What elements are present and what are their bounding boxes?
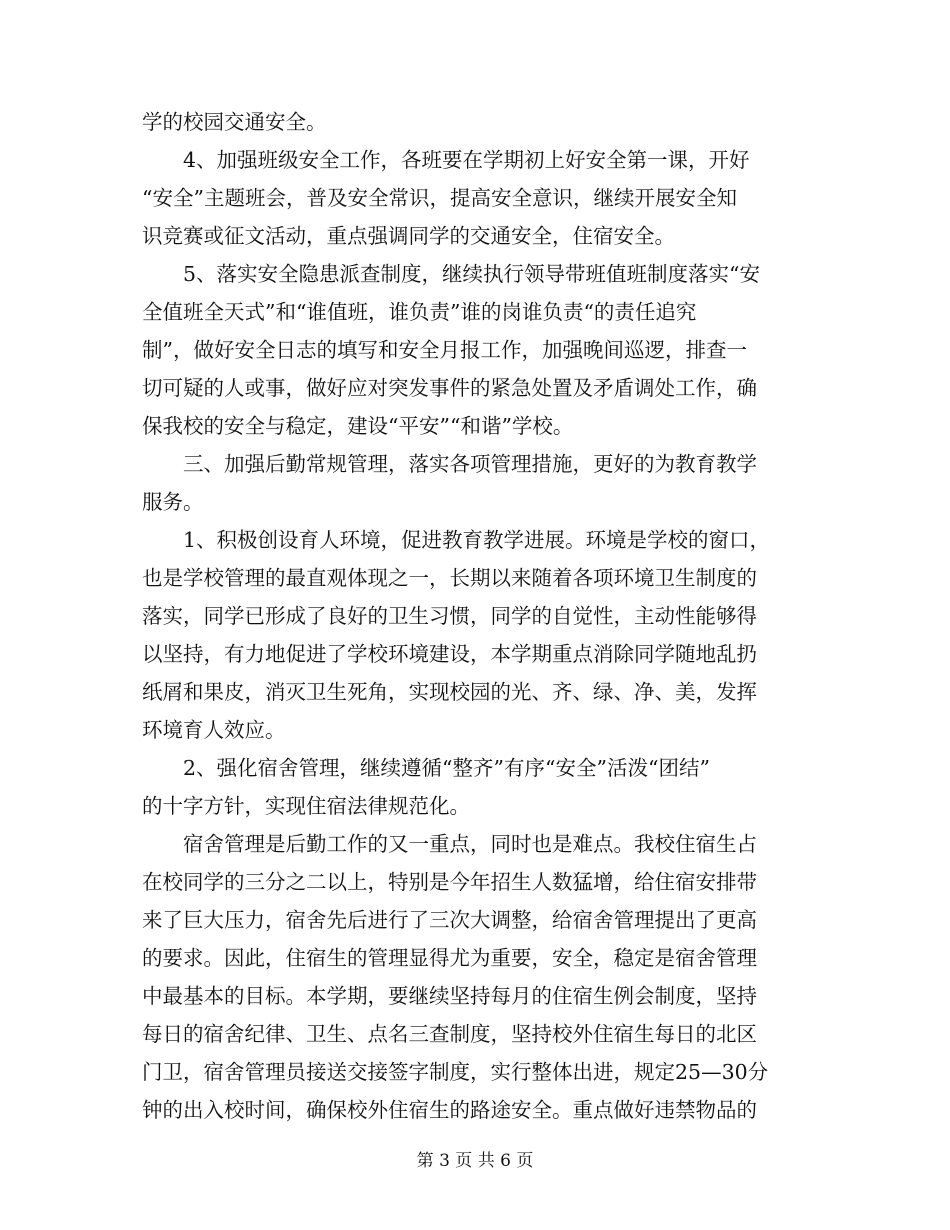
text-line: 5、落实安全隐患派查制度，继续执行领导带班值班制度落实“安 — [183, 262, 761, 286]
text-line: 的要求。因此，住宿生的管理显得尤为重要，安全，稳定是宿舍管理 — [142, 946, 757, 970]
text-line: 以坚持，有力地促进了学校环境建设，本学期重点消除同学随地乱扔 — [142, 642, 757, 666]
text-line: 中最基本的目标。本学期，要继续坚持每月的住宿生例会制度，坚持 — [142, 984, 757, 1008]
text-line: 每日的宿舍纪律、卫生、点名三查制度，坚持校外住宿生每日的北区 — [142, 1022, 757, 1046]
text-line: 全值班全天式”和“谁值班，谁负责”谁的岗谁负责“的责任追究 — [142, 300, 697, 324]
body-text — [142, 103, 810, 1129]
page-number-footer: 第 3 页 共 6 页 — [416, 1151, 534, 1171]
text-line: 来了巨大压力，宿舍先后进行了三次大调整，给宿舍管理提出了更高 — [142, 908, 757, 932]
text-line: 落实，同学已形成了良好的卫生习惯，同学的自觉性，主动性能够得 — [142, 604, 757, 628]
text-line: 切可疑的人或事，做好应对突发事件的紧急处置及矛盾调处工作，确 — [142, 376, 757, 400]
text-line: 服务。 — [142, 490, 204, 514]
text-line: 环境育人效应。 — [142, 718, 286, 742]
text-line: 学的校园交通安全。 — [142, 110, 327, 134]
text-line: “安全”主题班会，普及安全常识，提高安全意识，继续开展安全知 — [142, 186, 737, 210]
text-line: 宿舍管理是后勤工作的又一重点，同时也是难点。我校住宿生占 — [183, 832, 757, 856]
text-line: 的十字方针，实现住宿法律规范化。 — [142, 794, 470, 818]
text-line: 三、加强后勤常规管理，落实各项管理措施，更好的为教育教学 — [183, 452, 757, 476]
text-line: 识竞赛或征文活动，重点强调同学的交通安全，住宿安全。 — [142, 224, 675, 248]
text-line: 2、强化宿舍管理，继续遵循“整齐”有序“安全”活泼“团结” — [183, 756, 710, 780]
text-line: 4、加强班级安全工作，各班要在学期初上好安全第一课，开好 — [183, 148, 750, 172]
text-line: 在校同学的三分之二以上，特别是今年招生人数猛增，给住宿安排带 — [142, 870, 757, 894]
text-line: 纸屑和果皮，消灭卫生死角，实现校园的光、齐、绿、净、美，发挥 — [142, 680, 757, 704]
text-line: 保我校的安全与稳定，建设“平安”“和谐”学校。 — [142, 414, 574, 438]
text-line: 钟的出入校时间，确保校外住宿生的路途安全。重点做好违禁物品的 — [142, 1098, 757, 1122]
text-line: 也是学校管理的最直观体现之一，长期以来随着各项环境卫生制度的 — [142, 566, 757, 590]
text-line: 门卫，宿舍管理员接送交接签字制度，实行整体出进，规定25—30分 — [142, 1060, 769, 1084]
text-line: 1、积极创设育人环境，促进教育教学进展。环境是学校的窗口， — [183, 528, 771, 552]
text-line: 制”，做好安全日志的填写和安全月报工作，加强晚间巡逻，排查一 — [142, 338, 747, 362]
